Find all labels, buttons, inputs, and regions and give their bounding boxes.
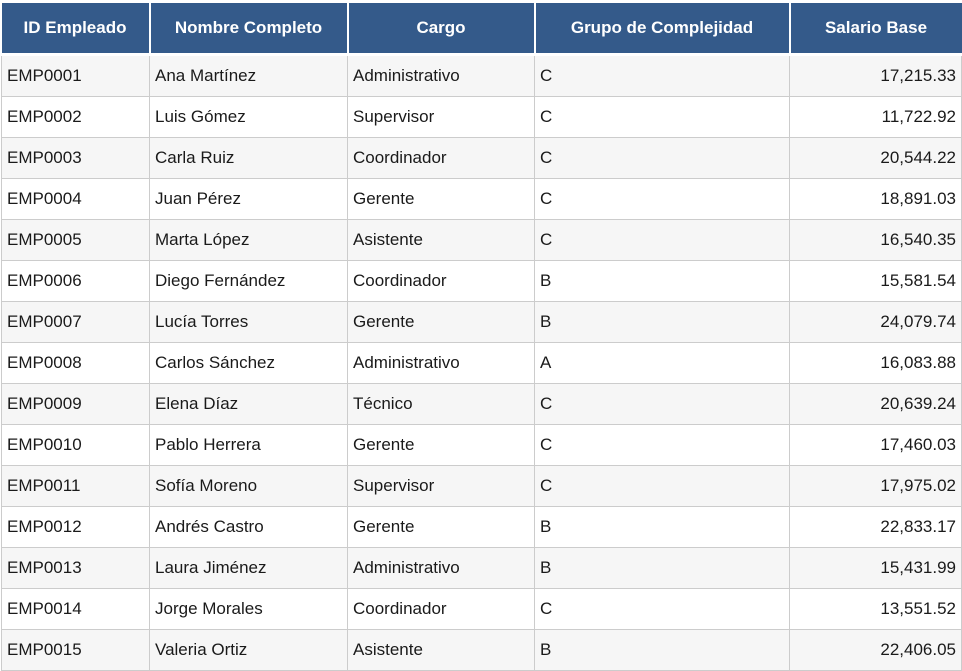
table-row (2, 589, 962, 630)
cell-position: Asistente (348, 220, 535, 261)
table-header-row (2, 2, 962, 55)
cell-position: Administrativo (348, 343, 535, 384)
cell-full-name: Laura Jiménez (150, 548, 348, 589)
table-row (2, 261, 962, 302)
cell-position: Administrativo (348, 548, 535, 589)
cell-employee-id: EMP0003 (2, 138, 150, 179)
cell-complexity-group: C (535, 138, 790, 179)
cell-employee-id: EMP0006 (2, 261, 150, 302)
cell-complexity-group: C (535, 589, 790, 630)
table-row (2, 630, 962, 671)
header-id-empleado: ID Empleado (2, 2, 150, 55)
cell-complexity-group: B (535, 261, 790, 302)
cell-employee-id: EMP0014 (2, 589, 150, 630)
cell-employee-id: EMP0015 (2, 630, 150, 671)
employee-table-container (0, 1, 962, 664)
cell-full-name: Carla Ruiz (150, 138, 348, 179)
cell-base-salary: 17,215.33 (790, 55, 962, 97)
table-body (2, 55, 962, 671)
cell-employee-id: EMP0004 (2, 179, 150, 220)
cell-full-name: Ana Martínez (150, 55, 348, 97)
cell-position: Gerente (348, 425, 535, 466)
cell-base-salary: 22,406.05 (790, 630, 962, 671)
header-grupo-complejidad: Grupo de Complejidad (535, 2, 790, 55)
header-nombre-completo: Nombre Completo (150, 2, 348, 55)
cell-base-salary: 11,722.92 (790, 97, 962, 138)
cell-position: Supervisor (348, 466, 535, 507)
cell-full-name: Carlos Sánchez (150, 343, 348, 384)
cell-base-salary: 20,544.22 (790, 138, 962, 179)
cell-complexity-group: C (535, 220, 790, 261)
cell-position: Coordinador (348, 261, 535, 302)
cell-position: Gerente (348, 302, 535, 343)
cell-full-name: Valeria Ortiz (150, 630, 348, 671)
cell-base-salary: 20,639.24 (790, 384, 962, 425)
table-row (2, 466, 962, 507)
cell-position: Gerente (348, 179, 535, 220)
cell-complexity-group: B (535, 548, 790, 589)
cell-base-salary: 24,079.74 (790, 302, 962, 343)
cell-complexity-group: C (535, 466, 790, 507)
cell-complexity-group: B (535, 507, 790, 548)
cell-full-name: Andrés Castro (150, 507, 348, 548)
header-cargo: Cargo (348, 2, 535, 55)
table-row (2, 302, 962, 343)
cell-employee-id: EMP0008 (2, 343, 150, 384)
table-row (2, 55, 962, 97)
table-row (2, 220, 962, 261)
cell-position: Coordinador (348, 589, 535, 630)
cell-complexity-group: B (535, 630, 790, 671)
table-row (2, 425, 962, 466)
cell-full-name: Marta López (150, 220, 348, 261)
cell-employee-id: EMP0001 (2, 55, 150, 97)
cell-full-name: Lucía Torres (150, 302, 348, 343)
cell-employee-id: EMP0010 (2, 425, 150, 466)
cell-base-salary: 22,833.17 (790, 507, 962, 548)
cell-employee-id: EMP0012 (2, 507, 150, 548)
cell-base-salary: 17,460.03 (790, 425, 962, 466)
cell-full-name: Luis Gómez (150, 97, 348, 138)
employee-table (1, 1, 962, 671)
cell-employee-id: EMP0009 (2, 384, 150, 425)
cell-full-name: Sofía Moreno (150, 466, 348, 507)
cell-full-name: Jorge Morales (150, 589, 348, 630)
cell-base-salary: 16,540.35 (790, 220, 962, 261)
table-row (2, 97, 962, 138)
cell-base-salary: 15,431.99 (790, 548, 962, 589)
cell-base-salary: 15,581.54 (790, 261, 962, 302)
header-salario-base: Salario Base (790, 2, 962, 55)
cell-employee-id: EMP0011 (2, 466, 150, 507)
cell-complexity-group: A (535, 343, 790, 384)
cell-full-name: Pablo Herrera (150, 425, 348, 466)
cell-base-salary: 13,551.52 (790, 589, 962, 630)
cell-employee-id: EMP0013 (2, 548, 150, 589)
cell-position: Técnico (348, 384, 535, 425)
cell-complexity-group: C (535, 55, 790, 97)
cell-position: Asistente (348, 630, 535, 671)
cell-complexity-group: C (535, 425, 790, 466)
cell-full-name: Diego Fernández (150, 261, 348, 302)
cell-complexity-group: B (535, 302, 790, 343)
cell-position: Gerente (348, 507, 535, 548)
cell-complexity-group: C (535, 97, 790, 138)
cell-full-name: Elena Díaz (150, 384, 348, 425)
cell-position: Administrativo (348, 55, 535, 97)
cell-complexity-group: C (535, 179, 790, 220)
cell-employee-id: EMP0002 (2, 97, 150, 138)
table-row (2, 179, 962, 220)
cell-full-name: Juan Pérez (150, 179, 348, 220)
table-row (2, 507, 962, 548)
cell-position: Supervisor (348, 97, 535, 138)
cell-employee-id: EMP0007 (2, 302, 150, 343)
table-row (2, 138, 962, 179)
table-row (2, 548, 962, 589)
cell-employee-id: EMP0005 (2, 220, 150, 261)
table-row (2, 384, 962, 425)
cell-base-salary: 16,083.88 (790, 343, 962, 384)
table-row (2, 343, 962, 384)
cell-base-salary: 17,975.02 (790, 466, 962, 507)
cell-base-salary: 18,891.03 (790, 179, 962, 220)
cell-complexity-group: C (535, 384, 790, 425)
cell-position: Coordinador (348, 138, 535, 179)
